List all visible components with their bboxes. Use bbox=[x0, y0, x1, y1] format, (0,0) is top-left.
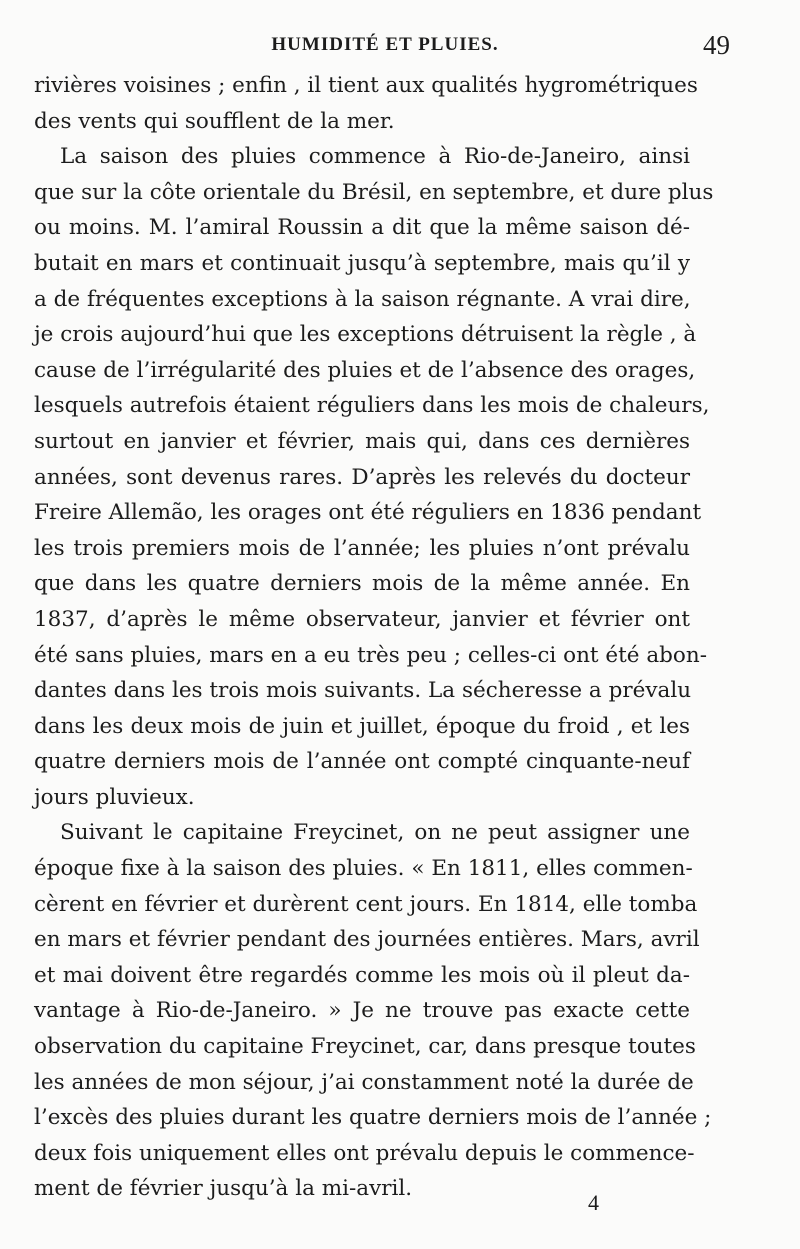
text-line: lesquels autrefois étaient réguliers dans les mois de chaleurs, bbox=[34, 393, 710, 419]
text-line: cause de l’irrégularité des pluies et de l’absence des orages, bbox=[34, 357, 696, 383]
text-line: deux fois uniquement elles ont prévalu depuis le commence- bbox=[34, 1140, 695, 1166]
text-line: butait en mars et continuait jusqu’à septembre, mais qu’il y bbox=[34, 250, 690, 276]
text-line: quatre derniers mois de l’année ont compté cinquante-neuf bbox=[34, 749, 690, 775]
text-line: cèrent en février et durèrent cent jours. En 1814, elle tomba bbox=[34, 891, 698, 917]
text-line: jours pluvieux. bbox=[34, 784, 195, 810]
running-head bbox=[40, 30, 730, 62]
text-line: dans les deux mois de juin et juillet, époque du froid , et les bbox=[34, 713, 690, 739]
text-line: dantes dans les trois mois suivants. La sécheresse a prévalu bbox=[34, 678, 692, 704]
text-line: observation du capitaine Freycinet, car, dans presque toutes bbox=[34, 1034, 696, 1060]
text-line: ou moins. M. l’amiral Roussin a dit que la même saison dé- bbox=[34, 215, 690, 241]
text-line: La saison des pluies commence à Rio-de-Janeiro, ainsi bbox=[60, 144, 690, 170]
text-line: rivières voisines ; enfin , il tient aux qualités hygrométriques bbox=[34, 73, 698, 98]
text-line: ment de février jusqu’à la mi-avril. bbox=[34, 1176, 413, 1202]
text-line: que dans les quatre derniers mois de la même année. En bbox=[34, 571, 690, 597]
text-line: l’excès des pluies durant les quatre derniers mois de l’année ; bbox=[34, 1105, 712, 1131]
text-line: a de fréquentes exceptions à la saison régnante. A vrai dire, bbox=[34, 286, 691, 312]
text-line: 1837, d’après le même observateur, janvier et février ont bbox=[34, 606, 690, 632]
body-text bbox=[34, 68, 714, 1207]
text-line: en mars et février pendant des journées entières. Mars, avril bbox=[34, 927, 700, 953]
text-line: vantage à Rio-de-Janeiro. » Je ne trouve pas exacte cette bbox=[34, 998, 690, 1024]
text-line: et mai doivent être regardés comme les mois où il pleut da- bbox=[34, 962, 690, 988]
text-line: les années de mon séjour, j’ai constamment noté la durée de bbox=[34, 1069, 694, 1095]
text-line: Suivant le capitaine Freycinet, on ne peut assigner une bbox=[60, 820, 690, 846]
text-line: été sans pluies, mars en a eu très peu ; celles-ci ont été abon- bbox=[34, 642, 707, 668]
text-line: Freire Allemão, les orages ont été réguliers en 1836 pendant bbox=[34, 500, 702, 526]
text-line: surtout en janvier et février, mais qui, dans ces dernières bbox=[34, 428, 690, 454]
text-line: je crois aujourd’hui que les exceptions détruisent la règle , à bbox=[34, 322, 697, 348]
text-line: que sur la côte orientale du Brésil, en septembre, et dure plus bbox=[34, 179, 714, 205]
text-line: les trois premiers mois de l’année; les pluies n’ont prévalu bbox=[34, 535, 690, 561]
running-title: HUMIDITÉ ET PLUIES. bbox=[271, 34, 499, 55]
text-line: années, sont devenus rares. D’après les relevés du docteur bbox=[34, 464, 690, 490]
text-line: époque fixe à la saison des pluies. « En 1811, elles commen- bbox=[34, 856, 693, 882]
text-line: des vents qui soufflent de la mer. bbox=[34, 108, 395, 134]
signature-mark: 4 bbox=[588, 1190, 599, 1215]
page-number: 49 bbox=[703, 30, 730, 60]
